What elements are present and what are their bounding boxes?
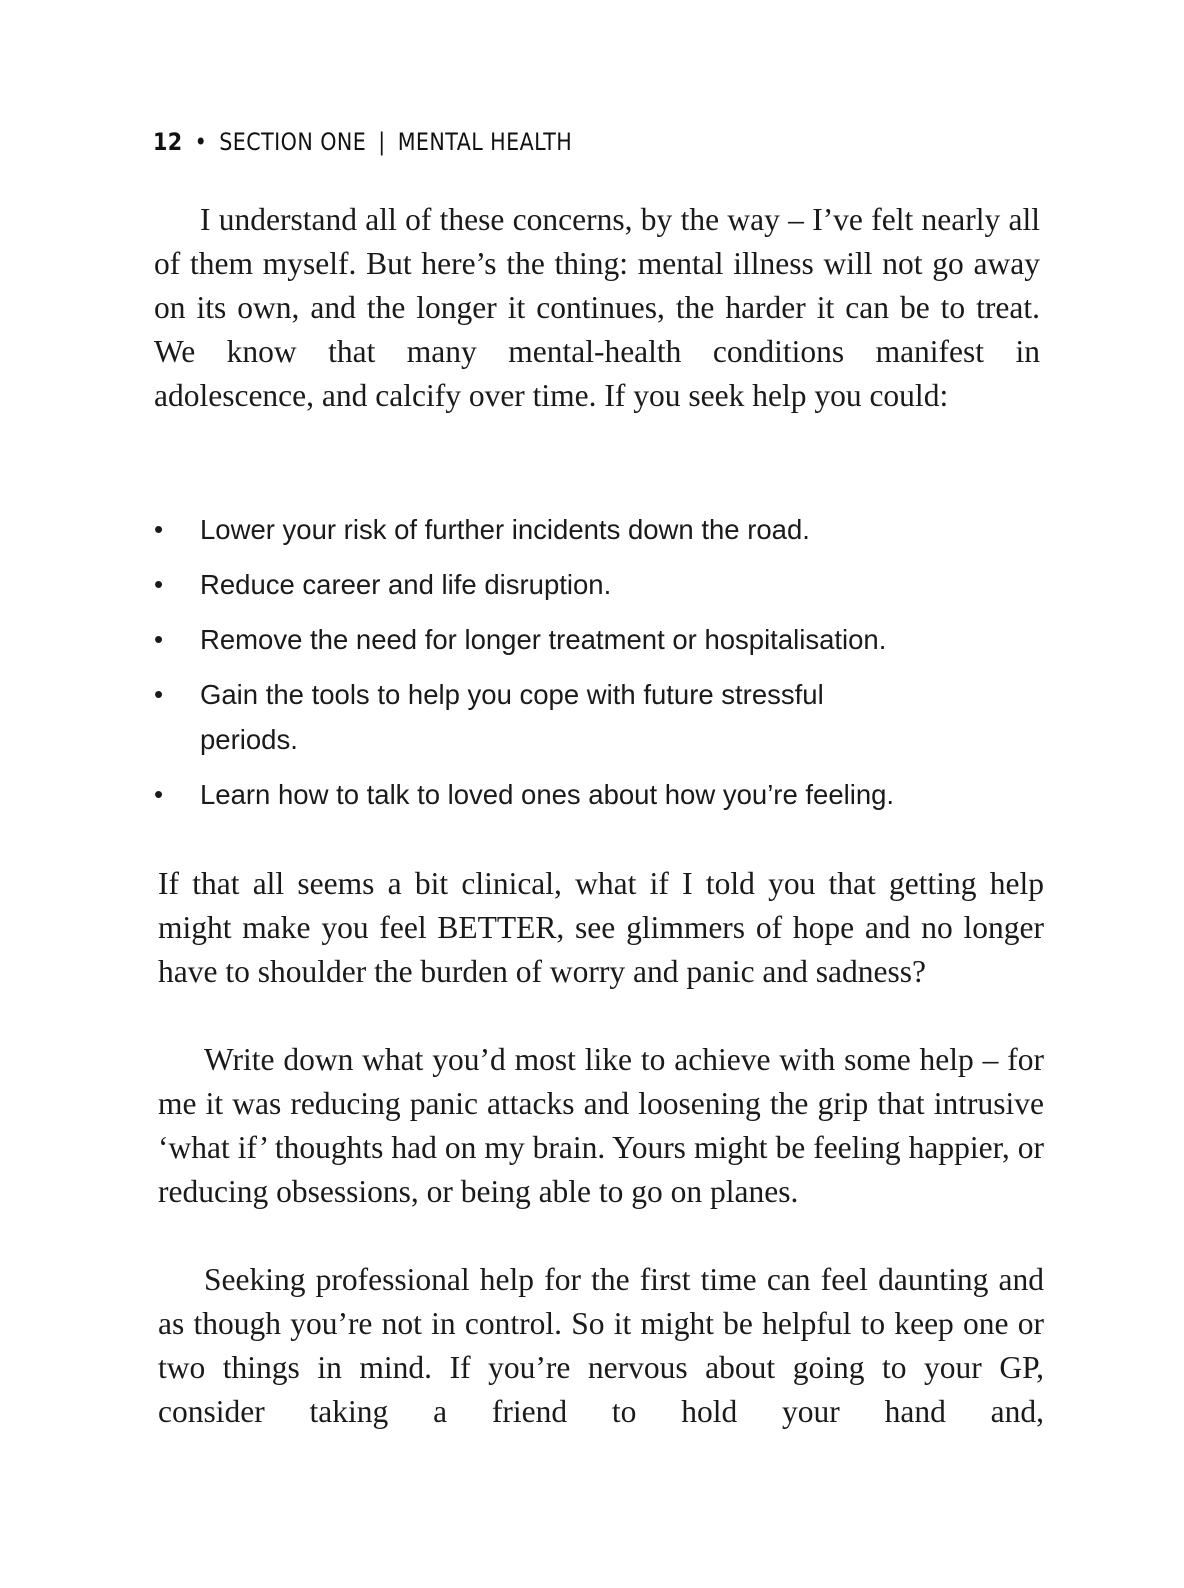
list-item: [154, 507, 1034, 552]
list-item: [154, 562, 1034, 607]
chapter-title: MENTAL HEALTH: [397, 128, 573, 156]
running-head-divider: |: [378, 128, 386, 156]
bullet-icon: •: [154, 514, 164, 544]
list-item: [154, 772, 1034, 817]
running-head-separator: •: [194, 128, 208, 156]
page-number: 12: [153, 128, 183, 156]
running-head: [153, 128, 572, 156]
bullet-list: [154, 507, 1034, 827]
list-item-text: Remove the need for longer treatment or hospitalisation.: [200, 624, 887, 655]
body-paragraph-3: Write down what you’d most like to achieve with some help – for me it was reducing panic attacks and loosening the grip that intrusive ‘what if’ thoughts had on my brain. Yours might be feeling happier, or reducing obsessions, or being able to go on planes.: [158, 1042, 1044, 1209]
list-item-text: Gain the tools to help you cope with future stressful periods.: [200, 679, 824, 755]
body-paragraph-4: Seeking professional help for the first time can feel daunting and as though you’re not in control. So it might be helpful to keep one or two things in mind. If you’re nervous about going to your GP, consider taking a friend to hold your hand and,: [158, 1262, 1044, 1429]
bullet-icon: •: [154, 569, 164, 599]
bullet-icon: •: [154, 679, 164, 709]
body-paragraph-1: I understand all of these concerns, by the way – I’ve felt nearly all of them myself. But here’s the thing: mental illness will not go away on its own, and the longer it continues, the harder it can be to treat. We know that many mental-health conditions manifest in adolescence, and calcify over time. If you seek help you could:: [154, 202, 1040, 413]
list-item-text: Lower your risk of further incidents down the road.: [200, 514, 810, 545]
list-item: [154, 672, 910, 762]
list-item-text: Learn how to talk to loved ones about how you’re feeling.: [200, 779, 895, 810]
list-item: [154, 617, 1034, 662]
body-paragraph-2: If that all seems a bit clinical, what if I told you that getting help might make you feel BETTER, see glimmers of hope and no longer have to shoulder the burden of worry and panic and sadness?: [158, 866, 1044, 989]
section-label: SECTION ONE: [219, 128, 367, 156]
bullet-icon: •: [154, 624, 164, 654]
bullet-icon: •: [154, 779, 164, 809]
list-item-text: Reduce career and life disruption.: [200, 569, 612, 600]
